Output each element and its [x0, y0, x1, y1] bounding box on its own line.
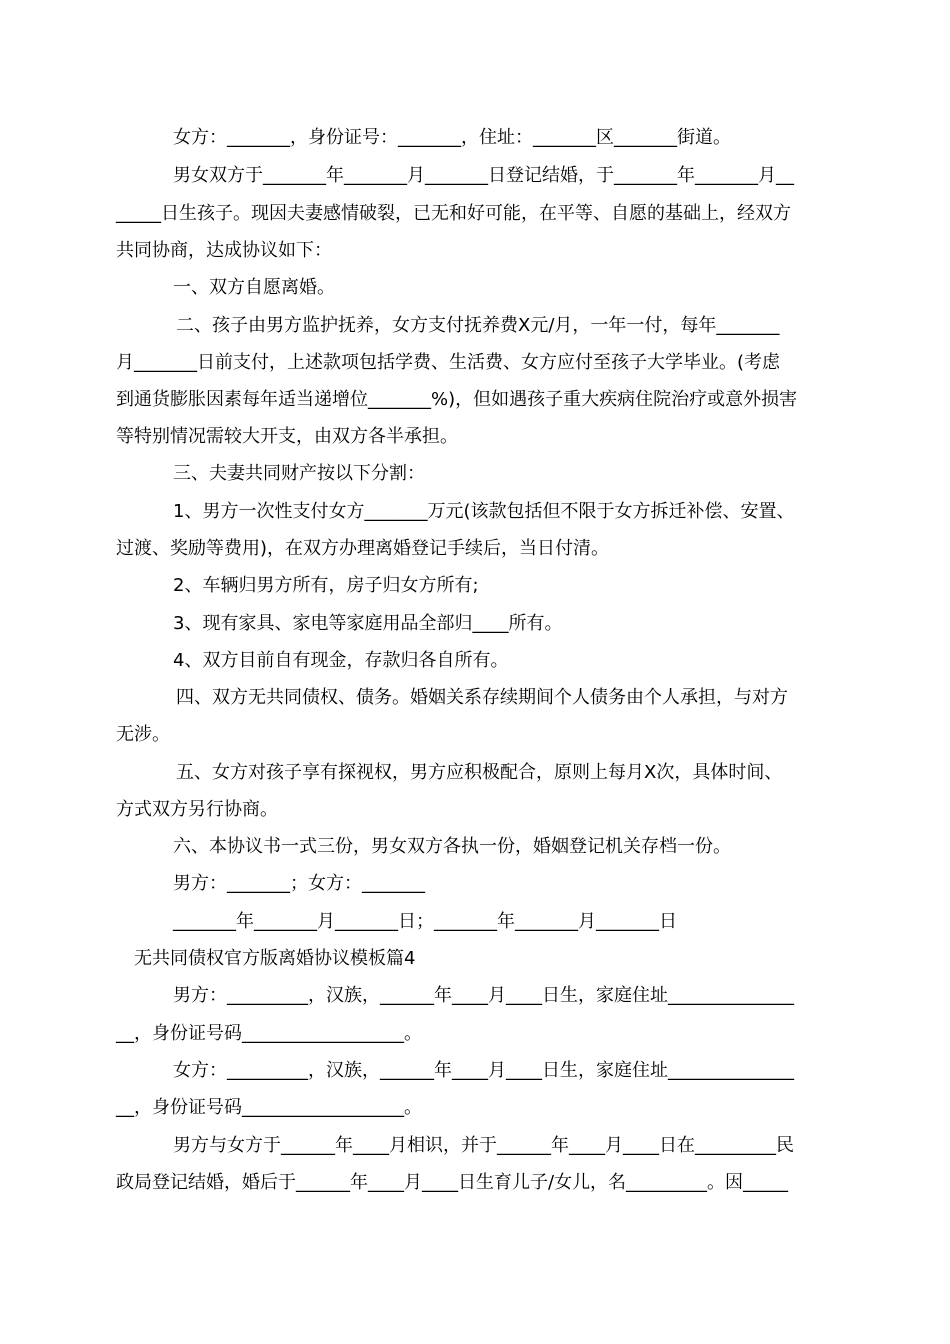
- clause-2-line-4: 等特别情况需较大开支，由双方各半承担。: [116, 426, 458, 447]
- marriage-history-line-1: 男方与女方于______年____月相识，并于______年____月____日在_________民: [173, 1135, 794, 1156]
- clause-6: 六、本协议书一式三份，男女双方各执一份，婚姻登记机关存档一份。: [173, 836, 731, 857]
- clause-3-item-4: 4、双方目前自有现金，存款归各自所有。: [173, 650, 509, 671]
- clause-2-line-1: 二、孩子由男方监护抚养，女方支付抚养费X元/月，一年一付，每年_______: [176, 315, 780, 336]
- clause-4-line-1: 四、双方无共同债权、债务。婚姻关系存续期间个人债务由个人承担，与对方: [176, 687, 788, 708]
- clause-3: 三、夫妻共同财产按以下分割：: [173, 463, 425, 484]
- date-line: _______年_______月_______日；_______年_______月_______日: [173, 911, 677, 932]
- female-info-line-2: __，身份证号码__________________。: [116, 1097, 422, 1118]
- clause-2-line-2: 月_______日前支付，上述款项包括学费、生活费、女方应付至孩子大学毕业。(考虑: [116, 352, 781, 373]
- clause-2-line-3: 到通货膨胀因素每年适当递增位_______%)，但如遇孩子重大疾病住院治疗或意外损害: [116, 389, 798, 410]
- paragraph-marriage-line-2: _____日生孩子。现因夫妻感情破裂，已无和好可能，在平等、自愿的基础上，经双方: [116, 203, 791, 224]
- female-info-line-1: 女方：_________，汉族，______年____月____日生，家庭住址______________: [173, 1060, 794, 1081]
- clause-1: 一、双方自愿离婚。: [173, 277, 335, 298]
- clause-3-item-2: 2、车辆归男方所有，房子归女方所有;: [173, 575, 479, 596]
- clause-5-line-1: 五、女方对孩子享有探视权，男方应积极配合，原则上每月X次，具体时间、: [176, 762, 783, 783]
- clause-3-item-3: 3、现有家具、家电等家庭用品全部归____所有。: [173, 613, 563, 634]
- section-heading: 无共同债权官方版离婚协议模板篇4: [134, 948, 416, 969]
- clause-5-line-2: 方式双方另行协商。: [116, 799, 278, 820]
- paragraph-marriage-line-3: 共同协商，达成协议如下：: [116, 240, 332, 261]
- male-info-line-1: 男方：_________，汉族，______年____月____日生，家庭住址______________: [173, 985, 794, 1006]
- paragraph-female-info: 女方：_______，身份证号：_______，住址：_______区_______街道。: [173, 127, 731, 148]
- clause-3-item-1-line-2: 过渡、奖励等费用)，在双方办理离婚登记手续后，当日付清。: [116, 538, 610, 559]
- clause-3-item-1-line-1: 1、男方一次性支付女方_______万元(该款包括但不限于女方拆迁补偿、安置、: [173, 501, 795, 522]
- male-info-line-2: __，身份证号码__________________。: [116, 1023, 422, 1044]
- paragraph-marriage-line-1: 男女双方于_______年_______月_______日登记结婚，于_______年_______月__: [173, 165, 794, 186]
- signature-line: 男方：_______；女方：_______: [173, 873, 425, 894]
- clause-4-line-2: 无涉。: [116, 724, 170, 745]
- marriage-history-line-2: 政局登记结婚，婚后于______年____月____日生育儿子/女儿，名_________。因_____: [116, 1172, 789, 1193]
